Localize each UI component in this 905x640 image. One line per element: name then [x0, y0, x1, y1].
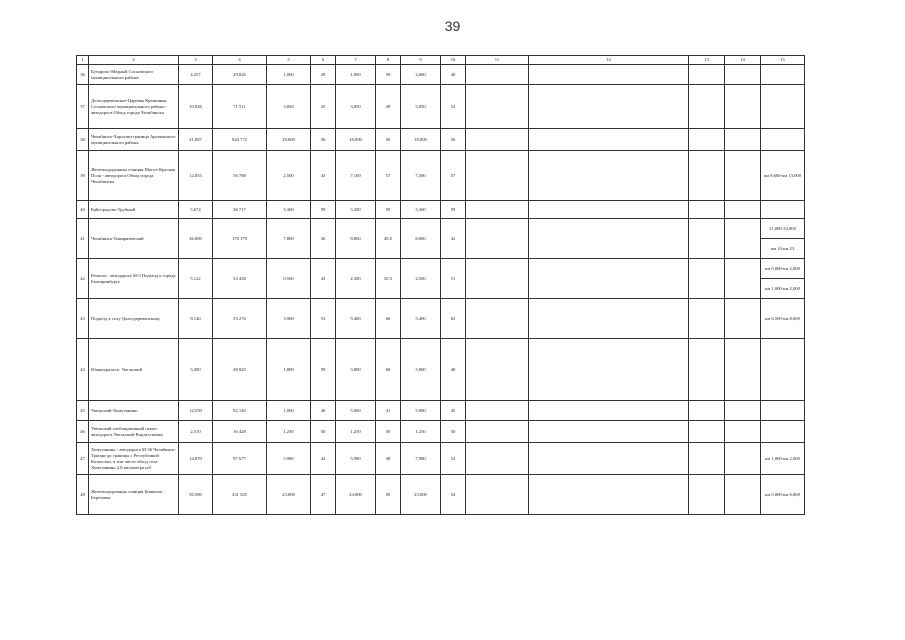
cell-c9: 23,000: [401, 475, 441, 515]
column-header-5: 5: [267, 56, 311, 65]
cell-c7: 7,100: [336, 151, 376, 201]
cell-note: [761, 65, 805, 85]
cell-note: км 0,000-км 6,800: [761, 475, 805, 515]
cell-c14: [725, 475, 761, 515]
cell-c7: 1,250: [336, 421, 376, 443]
cell-c14: [725, 421, 761, 443]
cell-c14: [725, 443, 761, 475]
cell-c5: 5,980: [267, 443, 311, 475]
table-row: [77, 421, 805, 443]
cell-num: 37: [77, 85, 89, 129]
header-row: [77, 56, 805, 65]
cell-road-name: Подъезд к селу Долгодеревенскому: [89, 299, 179, 339]
cell-c12: [529, 401, 689, 421]
cell-c14: [725, 151, 761, 201]
cell-c11: [466, 339, 529, 401]
cell-c9: 7,300: [401, 151, 441, 201]
cell-num: 44: [77, 339, 89, 401]
cell-c8: 49: [376, 85, 401, 129]
cell-c4: 33 438: [213, 259, 267, 299]
cell-c12: [529, 151, 689, 201]
cell-c6: 56: [311, 129, 336, 151]
cell-c3: 5,580: [179, 339, 213, 401]
cell-c8: 68: [376, 339, 401, 401]
cell-c12: [529, 421, 689, 443]
cell-note: км 0,000-км 2,000: [761, 259, 805, 279]
cell-c9: 2,500: [401, 259, 441, 299]
cell-c6: 53: [311, 299, 336, 339]
cell-note: км 8,600-км 13,000: [761, 151, 805, 201]
cell-c13: [689, 219, 725, 259]
cell-c9: 7,980: [401, 443, 441, 475]
cell-c5: 3,850: [267, 85, 311, 129]
cell-note: 21,000-23,000: [761, 219, 805, 239]
cell-c6: 42: [311, 443, 336, 475]
cell-note: км 1,000-км 2,000: [761, 443, 805, 475]
cell-road-name: Хомутинино - автодорога М-36 Челябинск-Троицк-до границы с Республикой Казахстан, в том числе обход села Хомутинино 2,0 километра н/б: [89, 443, 179, 475]
cell-c10: 53: [441, 85, 466, 129]
cell-c10: 45: [441, 401, 466, 421]
table-row: [77, 129, 805, 151]
cell-num: 40: [77, 201, 89, 219]
cell-c6: 43: [311, 259, 336, 299]
cell-c13: [689, 85, 725, 129]
cell-c4: 53 276: [213, 299, 267, 339]
cell-c11: [466, 85, 529, 129]
cell-c11: [466, 65, 529, 85]
cell-c6: 40: [311, 401, 336, 421]
cell-c9: 5,000: [401, 401, 441, 421]
cell-c10: 56: [441, 129, 466, 151]
cell-c6: 35: [311, 85, 336, 129]
cell-c5: 3,900: [267, 299, 311, 339]
cell-c12: [529, 201, 689, 219]
cell-c4: 944 772: [213, 129, 267, 151]
cell-c14: [725, 299, 761, 339]
table-row: [77, 299, 805, 339]
cell-num: 45: [77, 401, 89, 421]
column-header-2: 2: [89, 56, 179, 65]
cell-c9: 3,360: [401, 201, 441, 219]
cell-c3: 14,870: [179, 443, 213, 475]
cell-c9: 8,800: [401, 219, 441, 259]
cell-c5: 0,500: [267, 259, 311, 299]
cell-c4: 56 788: [213, 151, 267, 201]
table-row: [77, 151, 805, 201]
cell-c12: [529, 129, 689, 151]
cell-c12: [529, 65, 689, 85]
cell-c8: 59: [376, 201, 401, 219]
cell-c6: 36: [311, 219, 336, 259]
cell-c12: [529, 85, 689, 129]
cell-c4: 82 140: [213, 401, 267, 421]
cell-c4: 71 511: [213, 85, 267, 129]
cell-num: 36: [77, 65, 89, 85]
cell-c6: 43: [311, 151, 336, 201]
cell-c7: 18,000: [336, 129, 376, 151]
cell-c8: 48: [376, 443, 401, 475]
cell-c5: 2,500: [267, 151, 311, 201]
cell-c7: 5,980: [336, 443, 376, 475]
cell-note: [761, 129, 805, 151]
cell-num: 46: [77, 421, 89, 443]
cell-c12: [529, 219, 689, 259]
cell-c13: [689, 151, 725, 201]
cell-c3: 10,926: [179, 85, 213, 129]
table-row: [77, 65, 805, 85]
cell-c9: 5,850: [401, 85, 441, 129]
cell-c14: [725, 401, 761, 421]
table-row: [77, 443, 805, 475]
cell-note: км 6,500-км 8,000: [761, 299, 805, 339]
cell-c5: 1,250: [267, 421, 311, 443]
cell-c11: [466, 219, 529, 259]
cell-note: км 14-км 23: [761, 239, 805, 259]
cell-note: [761, 339, 805, 401]
table-row: [77, 201, 805, 219]
cell-c9: 3,800: [401, 339, 441, 401]
cell-c10: 42: [441, 219, 466, 259]
cell-c6: 50: [311, 421, 336, 443]
column-header-14: 14: [725, 56, 761, 65]
cell-c14: [725, 85, 761, 129]
cell-note: [761, 421, 805, 443]
column-header-6: 6: [311, 56, 336, 65]
cell-c8: 50: [376, 421, 401, 443]
table-body: [77, 65, 805, 515]
cell-c12: [529, 259, 689, 299]
cell-c14: [725, 201, 761, 219]
cell-c5: 23,000: [267, 475, 311, 515]
cell-c9: 5,400: [401, 299, 441, 339]
cell-c14: [725, 219, 761, 259]
cell-c10: 50: [441, 421, 466, 443]
cell-c7: 5,000: [336, 401, 376, 421]
cell-c5: 1,800: [267, 339, 311, 401]
cell-c7: 1,000: [336, 65, 376, 85]
cell-num: 39: [77, 151, 89, 201]
cell-road-name: Решоты - автодорога М-5 Подъезд к городу Екатеринбургу: [89, 259, 179, 299]
cell-road-name: Челябинск-Тимирязевский: [89, 219, 179, 259]
cell-c4: 36 717: [213, 201, 267, 219]
cell-c12: [529, 443, 689, 475]
table-row: [77, 85, 805, 129]
cell-c4: 48 825: [213, 339, 267, 401]
cell-c8: 50: [376, 475, 401, 515]
column-header-13: 13: [689, 56, 725, 65]
cell-c13: [689, 201, 725, 219]
road-table: [76, 55, 805, 515]
cell-c7: 8,800: [336, 219, 376, 259]
cell-c3: 50,580: [179, 475, 213, 515]
cell-c4: 16 428: [213, 421, 267, 443]
cell-c14: [725, 129, 761, 151]
cell-c7: 2,300: [336, 259, 376, 299]
cell-c6: 28: [311, 65, 336, 85]
cell-road-name: Увельский хлебоприемный пункт-автодорога Увельский-Рождественка: [89, 421, 179, 443]
column-header-15: 15: [761, 56, 805, 65]
cell-c4: 331 525: [213, 475, 267, 515]
column-header-9: 9: [401, 56, 441, 65]
cell-num: 48: [77, 475, 89, 515]
cell-c8: 57: [376, 151, 401, 201]
table-row: [77, 219, 805, 239]
column-header-10: 10: [441, 56, 466, 65]
cell-c9: 2,000: [401, 65, 441, 85]
cell-note: [761, 401, 805, 421]
cell-c14: [725, 259, 761, 299]
cell-c7: 3,850: [336, 85, 376, 129]
cell-c13: [689, 475, 725, 515]
cell-num: 43: [77, 299, 89, 339]
table-row: [77, 475, 805, 515]
cell-c14: [725, 65, 761, 85]
page-number: 39: [444, 18, 461, 34]
cell-c4: 170 179: [213, 219, 267, 259]
cell-road-name: Железнодорожная станция Шагол-Красная Поля - автодорога Обход города Челябинска: [89, 151, 179, 201]
table-row: [77, 401, 805, 421]
cell-num: 38: [77, 129, 89, 151]
cell-c4: 29,826: [213, 65, 267, 85]
cell-c9: 18,000: [401, 129, 441, 151]
cell-c13: [689, 129, 725, 151]
cell-c4: 97 677: [213, 443, 267, 475]
cell-c11: [466, 299, 529, 339]
cell-c3: 31,887: [179, 129, 213, 151]
cell-c10: 48: [441, 339, 466, 401]
table-row: [77, 339, 805, 401]
cell-road-name: Челябинск-Харлуши-граница Аргаяшского муниципального района: [89, 129, 179, 151]
cell-c9: 1,250: [401, 421, 441, 443]
cell-c10: 65: [441, 299, 466, 339]
cell-c8: 50,5: [376, 259, 401, 299]
cell-c12: [529, 299, 689, 339]
cell-c10: 40: [441, 65, 466, 85]
cell-c13: [689, 443, 725, 475]
cell-num: 41: [77, 219, 89, 259]
cell-c5: 1,000: [267, 65, 311, 85]
cell-c10: 54: [441, 475, 466, 515]
cell-c3: 2,510: [179, 421, 213, 443]
cell-c3: 5,122: [179, 259, 213, 299]
column-header-11: 11: [466, 56, 529, 65]
cell-c8: 66: [376, 299, 401, 339]
cell-road-name: Долгодеревенское-Царевка Кременная Сосновского муниципального района - автодорога Обход города Челябинска: [89, 85, 179, 129]
cell-road-name: Южноуральск- Увельский: [89, 339, 179, 401]
cell-c11: [466, 259, 529, 299]
cell-c12: [529, 339, 689, 401]
cell-c11: [466, 475, 529, 515]
cell-c11: [466, 401, 529, 421]
cell-c7: 23,000: [336, 475, 376, 515]
cell-road-name: Бутырско-Медный Сосновского муниципального района: [89, 65, 179, 85]
cell-c3: 8,140: [179, 299, 213, 339]
cell-c13: [689, 421, 725, 443]
column-header-4: 4: [213, 56, 267, 65]
cell-c8: 41: [376, 401, 401, 421]
cell-c7: 5,400: [336, 299, 376, 339]
cell-c7: 3,300: [336, 201, 376, 219]
cell-road-name: Железнодорожная станция Бишкиль-Березовка: [89, 475, 179, 515]
cell-c7: 3,800: [336, 339, 376, 401]
cell-c8: 56: [376, 129, 401, 151]
cell-num: 47: [77, 443, 89, 475]
cell-c13: [689, 259, 725, 299]
cell-c11: [466, 443, 529, 475]
cell-road-name: Увельский-Хомутинино: [89, 401, 179, 421]
cell-c11: [466, 151, 529, 201]
cell-c13: [689, 401, 725, 421]
cell-c11: [466, 201, 529, 219]
column-header-1: 1: [77, 56, 89, 65]
cell-c5: 18,000: [267, 129, 311, 151]
cell-c10: 51: [441, 259, 466, 299]
cell-c14: [725, 339, 761, 401]
cell-c6: 59: [311, 339, 336, 401]
cell-c8: 59: [376, 65, 401, 85]
column-header-12: 12: [529, 56, 689, 65]
cell-num: 42: [77, 259, 89, 299]
cell-c5: 3,300: [267, 201, 311, 219]
cell-c11: [466, 421, 529, 443]
cell-note: [761, 85, 805, 129]
cell-c3: 12,053: [179, 151, 213, 201]
cell-road-name: Кайгородово-Трубный: [89, 201, 179, 219]
cell-c13: [689, 339, 725, 401]
table-row: [77, 259, 805, 279]
column-header-3: 3: [179, 56, 213, 65]
cell-c3: 36,000: [179, 219, 213, 259]
column-header-7: 7: [336, 56, 376, 65]
cell-c11: [466, 129, 529, 151]
cell-c3: 12,550: [179, 401, 213, 421]
cell-c13: [689, 65, 725, 85]
cell-c13: [689, 299, 725, 339]
cell-c10: 53: [441, 443, 466, 475]
cell-note: [761, 201, 805, 219]
cell-c6: 59: [311, 201, 336, 219]
cell-c6: 47: [311, 475, 336, 515]
cell-c8: 40,5: [376, 219, 401, 259]
cell-c3: 4,257: [179, 65, 213, 85]
cell-c12: [529, 475, 689, 515]
cell-c10: 57: [441, 151, 466, 201]
cell-c3: 5,674: [179, 201, 213, 219]
column-header-8: 8: [376, 56, 401, 65]
cell-c5: 7,800: [267, 219, 311, 259]
cell-c5: 1,000: [267, 401, 311, 421]
cell-note: км 1,000-км 2,000: [761, 279, 805, 299]
cell-c10: 59: [441, 201, 466, 219]
